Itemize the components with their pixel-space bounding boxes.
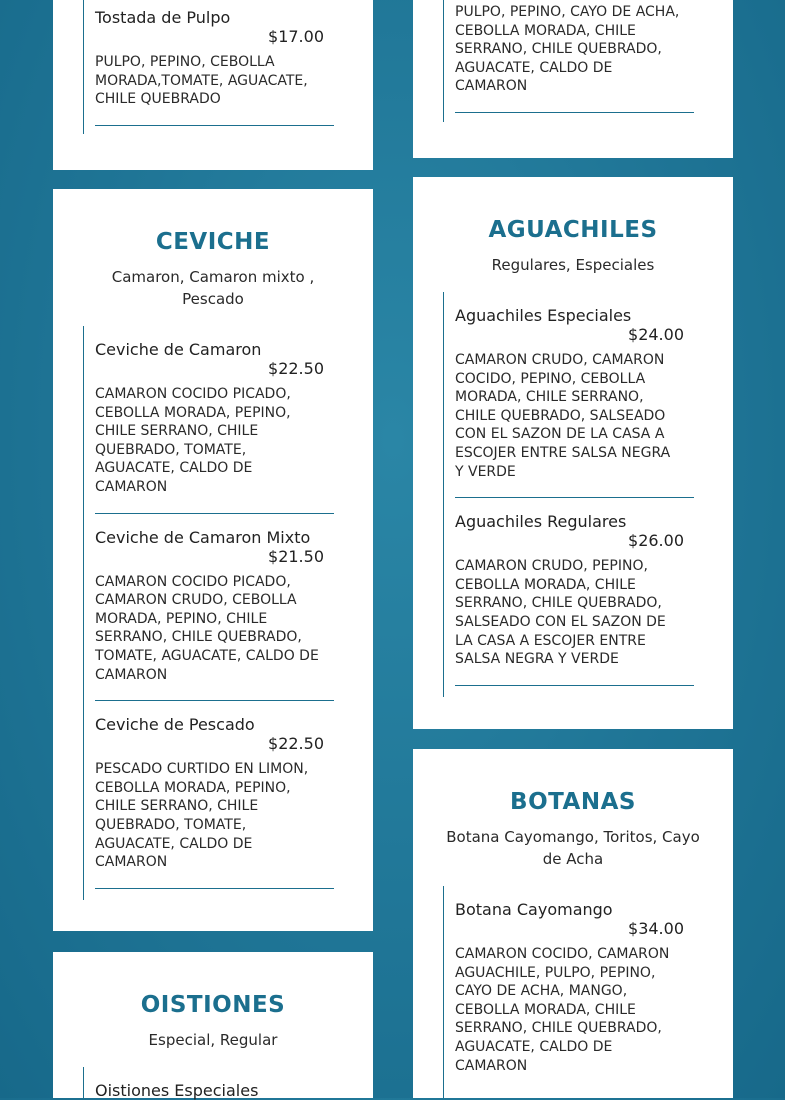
menu-item xyxy=(84,326,334,514)
item-description: PULPO, PEPINO, CEBOLLA MORADA,TOMATE, AGUACATE, CHILE QUEBRADO xyxy=(95,54,308,108)
section-subtitle: Camaron, Camaron mixto , Pescado xyxy=(111,268,315,308)
menu-item xyxy=(84,1067,334,1100)
item-price: $24.00 xyxy=(628,325,684,344)
item-description: CAMARON CRUDO, PEPINO, CEBOLLA MORADA, CHILE SERRANO, CHILE QUEBRADO, SALSEADO CON EL SAZON DE LA CASA A ESCOJER ENTRE SALSA NEGRA Y VERDE xyxy=(455,558,666,668)
menu-card-ceviche xyxy=(53,189,373,931)
item-price: $34.00 xyxy=(628,919,684,938)
menu-item xyxy=(84,701,334,889)
item-description: CAMARON COCIDO PICADO, CAMARON CRUDO, CEBOLLA MORADA, PEPINO, CHILE SERRANO, CHILE QUEBRADO, TOMATE, AGUACATE, CALDO DE CAMARON xyxy=(95,573,319,683)
menu-item xyxy=(84,514,334,702)
item-name: Ceviche de Pescado xyxy=(95,715,255,735)
menu-item-list xyxy=(443,886,694,1098)
menu-item xyxy=(444,498,694,686)
menu-item-list xyxy=(443,0,694,122)
section-title: BOTANAS xyxy=(510,789,636,815)
item-description: CAMARON COCIDO, CAMARON AGUACHILE, PULPO, PEPINO, CAYO DE ACHA, MANGO, CEBOLLA MORADA, CHILE SERRANO, CHILE QUEBRADO, AGUACATE, CALDO DE CAMARON xyxy=(455,946,670,1074)
section-title: AGUACHILES xyxy=(488,217,658,243)
menu-item xyxy=(84,0,334,126)
item-name: Ceviche de Camaron xyxy=(95,340,262,359)
item-divider xyxy=(95,888,334,889)
menu-item-list xyxy=(443,292,694,697)
menu-item-list xyxy=(83,326,334,900)
item-description: PULPO, PEPINO, CAYO DE ACHA, CEBOLLA MORADA, CHILE SERRANO, CHILE QUEBRADO, AGUACATE, CALDO DE CAMARON xyxy=(455,4,680,95)
section-title: CEVICHE xyxy=(155,229,271,255)
item-divider xyxy=(455,112,694,113)
section-subtitle: Regulares, Especiales xyxy=(491,256,655,274)
menu-card-partial xyxy=(413,0,733,158)
item-divider xyxy=(455,685,694,686)
menu-item-list xyxy=(83,0,334,134)
item-price: $21.50 xyxy=(268,546,324,566)
menu-item xyxy=(444,886,694,1075)
item-description: PESCADO CURTIDO EN LIMON, CEBOLLA MORADA, PEPINO, CHILE SERRANO, CHILE QUEBRADO, TOMATE, AGUACATE, CALDO DE CAMARON xyxy=(95,761,309,871)
menu-item xyxy=(444,0,694,113)
menu-card-aguachiles xyxy=(413,177,733,729)
item-name: Oistiones Especiales xyxy=(95,1081,259,1100)
item-name: Botana Cayomango xyxy=(455,900,613,919)
item-price: $26.00 xyxy=(628,531,684,551)
menu-card-botanas xyxy=(413,749,733,1098)
section-title: OISTIONES xyxy=(140,992,286,1018)
item-price: $22.50 xyxy=(268,734,324,754)
item-name: Tostada de Pulpo xyxy=(95,8,231,27)
section-subtitle: Botana Cayomango, Toritos, Cayo de Acha xyxy=(446,828,700,868)
item-divider xyxy=(95,125,334,126)
item-name: Aguachiles Regulares xyxy=(455,512,627,532)
menu-item-list xyxy=(83,1067,334,1098)
item-name: Ceviche de Camaron Mixto xyxy=(95,527,311,547)
menu-item xyxy=(444,292,694,498)
item-description: CAMARON CRUDO, CAMARON COCIDO, PEPINO, CEBOLLA MORADA, CHILE SERRANO, CHILE QUEBRADO, SALSEADO CON EL SAZON DE LA CASA A ESCOJER ENTRE SALSA NEGRA Y VERDE xyxy=(455,352,671,480)
item-price: $22.50 xyxy=(268,359,324,378)
menu-card-tostadas xyxy=(53,0,373,170)
item-description: CAMARON COCIDO PICADO, CEBOLLA MORADA, PEPINO, CHILE SERRANO, CHILE QUEBRADO, TOMATE, AGUACATE, CALDO DE CAMARON xyxy=(95,386,291,495)
item-price: $17.00 xyxy=(268,27,324,46)
section-subtitle: Especial, Regular xyxy=(148,1031,278,1049)
menu-card-oistiones xyxy=(53,952,373,1098)
item-name: Aguachiles Especiales xyxy=(455,306,632,325)
